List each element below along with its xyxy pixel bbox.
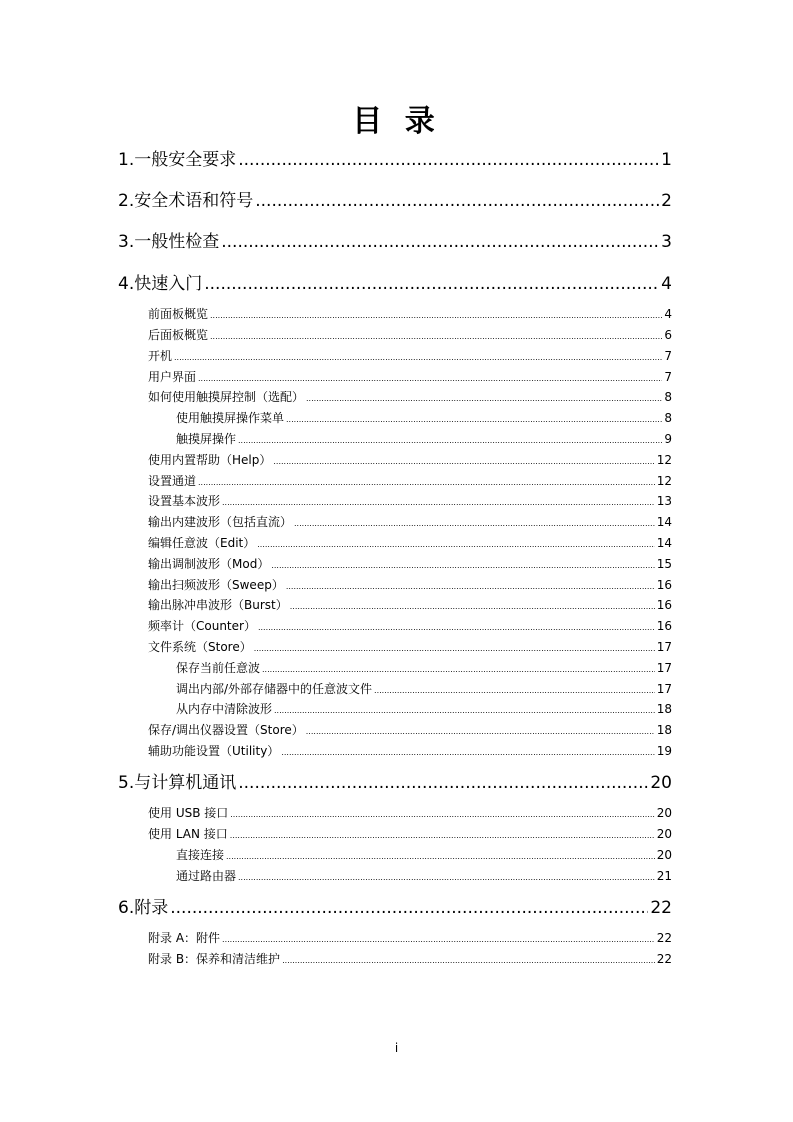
toc-leader-dots	[230, 827, 655, 845]
toc-leader-dots	[222, 931, 655, 949]
toc-entry-page: 1	[661, 150, 672, 170]
toc-entry-label: 用户界面	[148, 370, 197, 384]
toc-entry-page: 14	[656, 515, 672, 529]
toc-entry-page: 18	[656, 723, 672, 737]
toc-entry-page: 18	[656, 702, 672, 716]
toc-entry[interactable]	[176, 659, 672, 677]
toc-entry[interactable]	[148, 721, 672, 739]
toc-entry-label: 调出内部/外部存储器中的任意波文件	[176, 682, 373, 696]
toc-entry-page: 22	[656, 931, 672, 945]
toc-entry-label: 6.附录	[118, 898, 169, 918]
toc-leader-dots	[286, 411, 662, 429]
toc-entry[interactable]	[118, 272, 672, 296]
toc-entry[interactable]	[148, 347, 672, 365]
toc-entry[interactable]	[148, 368, 672, 386]
toc-entry-page: 3	[661, 232, 672, 252]
toc-entry-label: 开机	[148, 349, 173, 363]
toc-entry[interactable]	[118, 771, 672, 795]
toc-leader-dots	[262, 661, 655, 679]
toc-entry[interactable]	[176, 409, 672, 427]
toc-entry-page: 8	[664, 390, 672, 404]
toc-entry-label: 使用 LAN 接口	[148, 827, 228, 841]
toc-leader-dots	[221, 230, 659, 254]
toc-leader-dots	[254, 640, 655, 658]
toc-entry[interactable]	[176, 700, 672, 718]
toc-entry-label: 输出脉冲串波形（Burst）	[148, 598, 288, 612]
toc-entry[interactable]	[148, 950, 672, 968]
toc-leader-dots	[204, 272, 659, 296]
toc-leader-dots	[255, 189, 659, 213]
toc-entry-label: 直接连接	[176, 848, 225, 862]
toc-entry[interactable]	[148, 742, 672, 760]
toc-leader-dots	[198, 474, 655, 492]
toc-entry-label: 设置通道	[148, 474, 197, 488]
toc-entry-page: 4	[664, 307, 672, 321]
toc-leader-dots	[238, 148, 659, 172]
toc-leader-dots	[238, 432, 662, 450]
toc-entry-label: 输出调制波形（Mod）	[148, 557, 270, 571]
toc-entry-page: 16	[656, 619, 672, 633]
toc-leader-dots	[238, 869, 655, 887]
toc-entry[interactable]	[176, 846, 672, 864]
toc-leader-dots	[273, 453, 654, 471]
toc-entry-label: 3.一般性检查	[118, 232, 220, 252]
toc-leader-dots	[198, 370, 662, 388]
toc-leader-dots	[374, 682, 655, 700]
toc-entry[interactable]	[148, 305, 672, 323]
toc-leader-dots	[222, 494, 655, 512]
toc-entry[interactable]	[148, 492, 672, 510]
toc-leader-dots	[174, 349, 662, 367]
toc-entry-page: 20	[656, 806, 672, 820]
toc-entry-page: 16	[656, 578, 672, 592]
toc-entry[interactable]	[148, 326, 672, 344]
toc-entry-label: 使用触摸屏操作菜单	[176, 411, 285, 425]
toc-entry-page: 14	[656, 536, 672, 550]
toc-entry-label: 设置基本波形	[148, 494, 221, 508]
toc-entry-label: 后面板概览	[148, 328, 209, 342]
toc-leader-dots	[170, 896, 648, 920]
toc-entry-label: 前面板概览	[148, 307, 209, 321]
toc-entry-label: 辅助功能设置（Utility）	[148, 744, 280, 758]
toc-leader-dots	[281, 744, 654, 762]
toc-leader-dots	[210, 307, 662, 325]
toc-entry-label: 使用内置帮助（Help）	[148, 453, 272, 467]
toc-entry-label: 输出扫频波形（Sweep）	[148, 578, 284, 592]
toc-entry-page: 9	[664, 432, 672, 446]
toc-title: 目 录	[352, 104, 441, 139]
toc-leader-dots	[230, 806, 654, 824]
toc-entry-page: 2	[661, 191, 672, 211]
toc-entry-label: 从内存中清除波形	[176, 702, 273, 716]
toc-entry-page: 4	[661, 274, 672, 294]
toc-entry[interactable]	[148, 804, 672, 822]
toc-entry[interactable]	[176, 867, 672, 885]
toc-entry[interactable]	[118, 896, 672, 920]
toc-leader-dots	[282, 952, 655, 970]
toc-entry-label: 5.与计算机通讯	[118, 773, 237, 793]
toc-entry-page: 16	[656, 598, 672, 612]
toc-leader-dots	[290, 598, 655, 616]
toc-entry-page: 19	[656, 744, 672, 758]
toc-entry-page: 22	[656, 952, 672, 966]
toc-entry[interactable]	[118, 148, 672, 172]
toc-entry-page: 17	[656, 661, 672, 675]
toc-entry-page: 13	[656, 494, 672, 508]
page-number: i	[394, 1041, 399, 1055]
toc-leader-dots	[274, 702, 655, 720]
toc-leader-dots	[210, 328, 662, 346]
toc-entry[interactable]	[118, 189, 672, 213]
toc-entry-label: 文件系统（Store）	[148, 640, 252, 654]
toc-leader-dots	[286, 578, 655, 596]
toc-leader-dots	[271, 557, 654, 575]
toc-leader-dots	[258, 619, 655, 637]
toc-entry[interactable]	[148, 638, 672, 656]
toc-entry[interactable]	[118, 230, 672, 254]
toc-entry-page: 12	[656, 453, 672, 467]
toc-entry-label: 附录 B：保养和清洁维护	[148, 952, 281, 966]
toc-entry[interactable]	[176, 680, 672, 698]
toc-entry-page: 22	[650, 898, 672, 918]
toc-leader-dots	[238, 771, 648, 795]
toc-leader-dots	[226, 848, 655, 866]
toc-entry-page: 7	[664, 349, 672, 363]
toc-entry-label: 触摸屏操作	[176, 432, 237, 446]
toc-entry-page: 21	[656, 869, 672, 883]
toc-entry[interactable]	[148, 534, 672, 552]
toc-entry[interactable]	[148, 555, 672, 573]
toc-entry-page: 17	[656, 640, 672, 654]
toc-entry-page: 20	[656, 848, 672, 862]
toc-entry-page: 8	[664, 411, 672, 425]
toc-entry-page: 20	[656, 827, 672, 841]
toc-entry[interactable]	[148, 513, 672, 531]
toc-entry-label: 频率计（Counter）	[148, 619, 256, 633]
toc-entry-label: 使用 USB 接口	[148, 806, 229, 820]
toc-entry[interactable]	[148, 576, 672, 594]
toc-entry-label: 保存/调出仪器设置（Store）	[148, 723, 304, 737]
toc-leader-dots	[257, 536, 654, 554]
toc-entry[interactable]	[176, 430, 672, 448]
toc-entry-label: 附录 A：附件	[148, 931, 221, 945]
toc-entry-label: 2.安全术语和符号	[118, 191, 254, 211]
toc-entry-page: 15	[656, 557, 672, 571]
toc-entry[interactable]	[148, 451, 672, 469]
toc-entry[interactable]	[148, 617, 672, 635]
toc-entry[interactable]	[148, 388, 672, 406]
toc-leader-dots	[306, 723, 655, 741]
toc-entry-label: 输出内建波形（包括直流）	[148, 515, 293, 529]
toc-entry-page: 12	[656, 474, 672, 488]
toc-entry-page: 20	[650, 773, 672, 793]
toc-entry[interactable]	[148, 825, 672, 843]
toc-entry-label: 如何使用触摸屏控制（选配）	[148, 390, 305, 404]
toc-entry[interactable]	[148, 929, 672, 947]
toc-entry[interactable]	[148, 596, 672, 614]
toc-leader-dots	[294, 515, 655, 533]
toc-entry-label: 保存当前任意波	[176, 661, 261, 675]
toc-entry[interactable]	[148, 472, 672, 490]
toc-entry-page: 7	[664, 370, 672, 384]
toc-entry-page: 6	[664, 328, 672, 342]
toc-entry-label: 4.快速入门	[118, 274, 203, 294]
toc-entry-label: 编辑任意波（Edit）	[148, 536, 256, 550]
toc-entry-label: 通过路由器	[176, 869, 237, 883]
toc-entry-page: 17	[656, 682, 672, 696]
toc-entry-label: 1.一般安全要求	[118, 150, 237, 170]
toc-leader-dots	[306, 390, 662, 408]
